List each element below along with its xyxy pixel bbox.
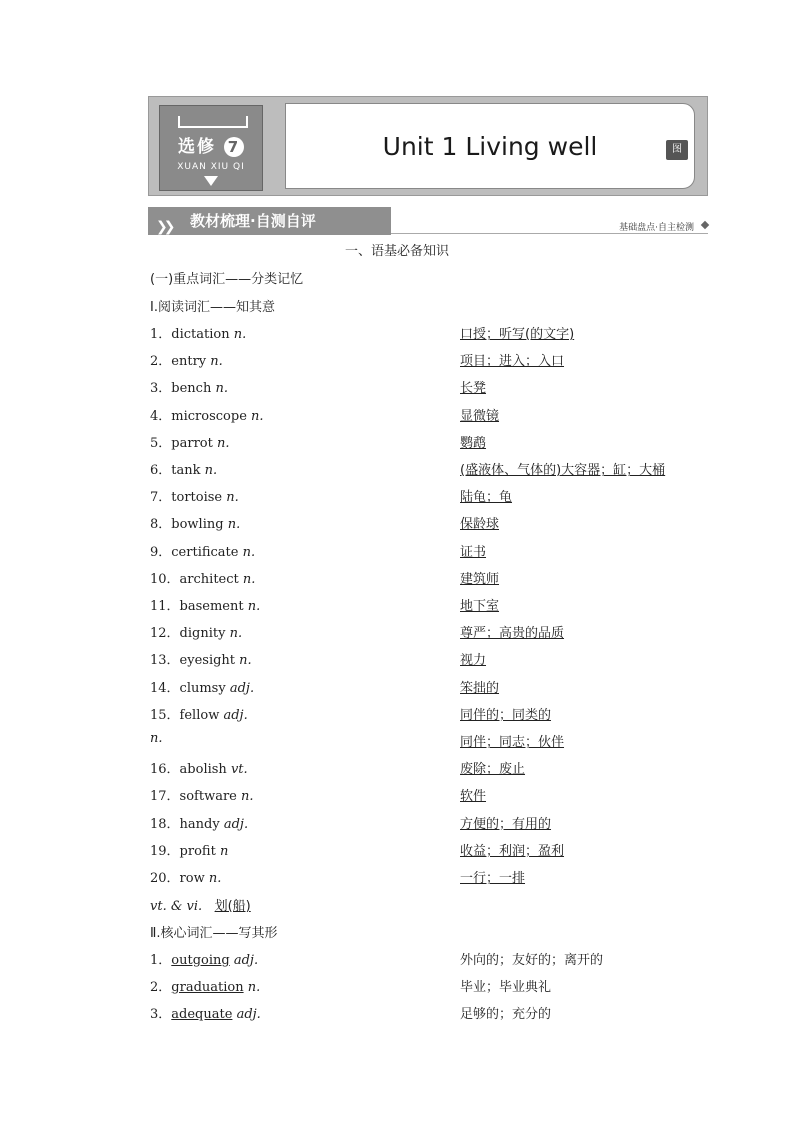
word-meaning: 陆龟；龟: [460, 490, 513, 506]
vocab-word: [150, 731, 163, 746]
item-number: 1．: [150, 327, 172, 342]
item-number: 19．: [150, 843, 180, 859]
word-meaning: 证书: [460, 544, 487, 560]
unit-title: Unit 1 Living well: [382, 132, 598, 161]
item-number: 11．: [150, 599, 180, 614]
vocab-word: [150, 405, 264, 424]
section-label: [148, 207, 391, 235]
book-icon: 图: [666, 140, 688, 160]
english-word: software: [179, 789, 237, 805]
item-number: 13．: [150, 653, 180, 669]
item-number: 7．: [150, 490, 172, 506]
item-number: 14．: [150, 680, 180, 696]
part-of-speech: n.: [210, 354, 223, 370]
item-number: 20．: [150, 871, 180, 886]
part-of-speech: n.: [208, 871, 222, 886]
english-word: tortoise: [171, 490, 223, 506]
vocab-word: [150, 595, 260, 614]
word-meaning: 收益；利润；盈利: [460, 843, 565, 859]
english-word: graduation: [171, 980, 244, 996]
badge-decoration: [178, 116, 248, 128]
word-meaning: 软件: [460, 789, 487, 805]
vocab-word: [150, 949, 258, 968]
part-of-speech: vt.: [230, 762, 248, 778]
subsection-title: (一)重点词汇——分类记忆: [150, 272, 304, 287]
vocab-word: [150, 677, 254, 696]
elective-badge: [159, 105, 263, 191]
english-word: handy: [179, 816, 220, 832]
english-word: fellow: [179, 707, 220, 723]
word-meaning: 建筑师: [460, 571, 500, 587]
vocab-word: [150, 1003, 261, 1022]
word-meaning: 显微镜: [460, 408, 500, 424]
english-word: adequate: [171, 1007, 233, 1023]
part-of-speech: n.: [215, 381, 228, 397]
english-word: dignity: [179, 626, 226, 642]
badge-title: [160, 132, 262, 157]
part-of-speech: vt. & vi.: [150, 899, 203, 914]
vocab-word: [150, 350, 223, 369]
part-of-speech: adj.: [229, 680, 255, 696]
vocab-word: [150, 840, 228, 859]
english-word: entry: [171, 354, 207, 370]
part-of-speech: n.: [227, 517, 241, 533]
english-word: microscope: [171, 408, 247, 424]
word-meaning: 划(船): [214, 899, 251, 914]
part-of-speech: n.: [229, 626, 243, 642]
english-word: outgoing: [171, 953, 230, 968]
part-of-speech: adj.: [233, 953, 259, 968]
section-label-text: 教材梳理·自测自评: [190, 212, 316, 230]
section-right-text: 基础盘点·自主检测: [619, 223, 694, 233]
word-meaning: 同伴；同志；伙伴: [460, 735, 565, 750]
down-arrow-icon: [204, 176, 218, 186]
english-word: parrot: [171, 435, 213, 451]
word-meaning: 地下室: [460, 599, 500, 614]
item-number: 4．: [150, 408, 172, 424]
badge-title-text: 选修: [178, 137, 217, 157]
english-word: basement: [179, 599, 244, 614]
english-word: row: [179, 871, 205, 886]
english-word: profit: [179, 843, 216, 859]
item-number: 10．: [150, 571, 180, 587]
vocab-word: [150, 568, 255, 587]
vocab-word: [150, 486, 239, 505]
part-of-speech: n.: [242, 571, 256, 587]
word-meaning: (盛液体、气体的)大容器；缸；大桶: [460, 463, 666, 478]
word-meaning: 废除；废止: [460, 762, 526, 778]
english-word: bench: [171, 381, 212, 397]
item-number: 17．: [150, 789, 180, 805]
part-of-speech: adj.: [236, 1007, 261, 1023]
vocab-word: [150, 867, 221, 886]
english-word: architect: [179, 571, 239, 587]
part-of-speech: n.: [150, 731, 163, 746]
item-number: 6．: [150, 463, 172, 478]
english-word: eyesight: [179, 653, 236, 669]
word-meaning: 保龄球: [460, 517, 500, 533]
item-number: 2．: [150, 354, 172, 370]
vocab-word: [150, 813, 248, 832]
part-of-speech: n: [219, 843, 229, 859]
vocab-word: [150, 323, 246, 342]
part-of-speech: n.: [239, 653, 252, 669]
item-number: 1．: [150, 953, 172, 968]
english-word: dictation: [171, 327, 230, 342]
item-number: 5．: [150, 435, 172, 451]
badge-pinyin: XUAN XIU QI: [177, 162, 245, 172]
vocab-word: [150, 432, 230, 451]
word-meaning: 视力: [460, 653, 487, 669]
diamond-icon: [701, 221, 709, 229]
word-meaning: 方便的；有用的: [460, 816, 552, 832]
item-number: 3．: [150, 381, 172, 397]
part-of-speech: n.: [251, 408, 264, 424]
english-word: abolish: [179, 762, 227, 778]
chevron-right-icon: ❯❯: [156, 219, 172, 235]
word-meaning: 笨拙的: [460, 680, 500, 696]
vocab-word: [150, 758, 248, 777]
part-of-speech: n.: [247, 599, 261, 614]
vocab-word: [150, 704, 248, 723]
english-word: certificate: [171, 544, 239, 560]
word-meaning: 项目；进入；入口: [460, 354, 565, 370]
part-of-speech: adj.: [223, 816, 249, 832]
word-meaning: 外向的；友好的；离开的: [460, 953, 604, 968]
word-meaning: 足够的；充分的: [460, 1007, 552, 1023]
vocab-word: [150, 377, 228, 396]
word-meaning: 尊严；高贵的品质: [460, 626, 565, 642]
vocab-word: [150, 649, 252, 668]
part-of-speech: adj.: [223, 707, 248, 723]
word-meaning: 一行；一排: [460, 871, 526, 886]
word-meaning: 同伴的；同类的: [460, 707, 552, 723]
item-number: 16．: [150, 762, 180, 778]
english-word: tank: [171, 463, 201, 478]
item-number: 15．: [150, 707, 180, 723]
part-of-speech: n.: [216, 435, 230, 451]
part-of-speech: n.: [204, 463, 218, 478]
vocab-word: [150, 785, 254, 804]
english-word: bowling: [171, 517, 224, 533]
item-number: 9．: [150, 544, 172, 560]
section-divider: [391, 233, 708, 234]
word-meaning: 毕业；毕业典礼: [460, 980, 552, 996]
item-number: 8．: [150, 517, 172, 533]
item-number: 2．: [150, 980, 172, 996]
item-number: 3．: [150, 1007, 172, 1023]
word-meaning: 长凳: [460, 381, 487, 397]
page-heading: 一、语基必备知识: [344, 244, 449, 259]
title-box: [285, 103, 695, 189]
vocab-word: [150, 976, 260, 995]
unit-banner: [148, 96, 708, 196]
vocab-word: [150, 541, 255, 560]
part-of-speech: n.: [226, 490, 239, 506]
part-of-speech: n.: [242, 544, 256, 560]
word-meaning: 鹦鹉: [460, 435, 487, 451]
vocab-word: [150, 513, 240, 532]
vocab-word: [150, 622, 242, 641]
part-of-speech: n.: [233, 327, 247, 342]
english-word: clumsy: [179, 680, 226, 696]
word-meaning: 口授；听写(的文字): [460, 327, 575, 342]
badge-number: 7: [224, 137, 244, 157]
item-number: 12．: [150, 626, 180, 642]
vocab-word: [150, 459, 217, 478]
part-of-speech: n.: [247, 980, 261, 996]
core-vocab-title: Ⅱ.核心词汇——写其形: [150, 926, 278, 941]
section-bar: [148, 207, 708, 235]
item-number: 18．: [150, 816, 180, 832]
reading-vocab-title: Ⅰ.阅读词汇——知其意: [150, 300, 275, 315]
part-of-speech: n.: [241, 789, 254, 805]
